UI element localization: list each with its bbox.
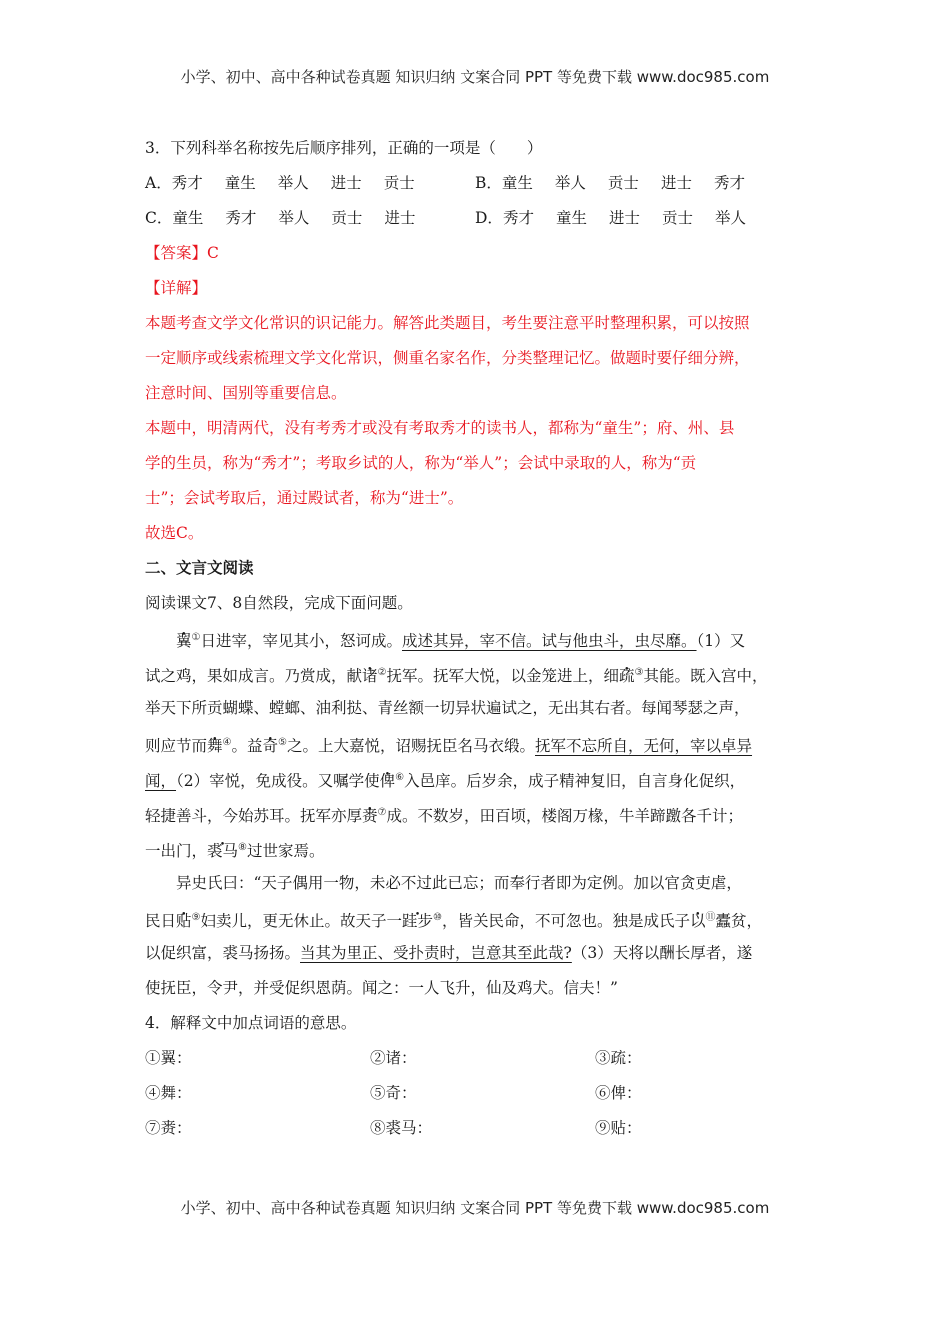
passage-line: 轻捷善斗，今始苏耳。抚军亦厚赉⑦成。不数岁，田百顷，楼阁万椽，牛羊蹄躈各千计； xyxy=(145,807,744,825)
explanation-line: 学的生员，称为“秀才”；考取乡试的人，称为“举人”；会试中录取的人，称为“贡 xyxy=(145,454,697,472)
detail-tag: 【详解】 xyxy=(145,279,208,297)
explanation-line: 本题考查文学文化常识的识记能力。解答此类题目，考生要注意平时整理积累，可以按照 xyxy=(145,314,750,332)
option-b: B．童生 举人 贡士 进士 秀才 xyxy=(475,174,745,192)
q4-item: ⑥俾： xyxy=(595,1084,642,1102)
passage-line: 翼①日进宰，宰见其小，怒诃成。成述其异，宰不信。试与他虫斗，虫尽靡。（1）又 xyxy=(176,632,746,650)
question-4-stem: 4．解释文中加点词语的意思。 xyxy=(145,1014,357,1032)
conclusion-line: 故选C。 xyxy=(145,524,204,542)
options-row-ab xyxy=(145,170,810,205)
explanation-line: 注意时间、国别等重要信息。 xyxy=(145,384,347,402)
passage-line: 民日贴⑨妇卖儿，更无休止。故天子一跬步⑩，皆关民命，不可忽也。独是成氏子以⑪蠹贫， xyxy=(145,912,763,930)
explanation-line: 本题中，明清两代，没有考秀才或没有考取秀才的读书人，都称为“童生”；府、州、县 xyxy=(145,419,735,437)
option-c: C．童生 秀才 举人 贡士 进士 xyxy=(145,209,416,227)
footer-banner: 小学、初中、高中各种试卷真题 知识归纳 文案合同 PPT 等免费下载 www.doc985.com xyxy=(180,1199,770,1217)
passage-line: 异史氏曰：“天子偶用一物，未必不过此已忘；而奉行者即为定例。加以官贪吏虐， xyxy=(176,874,742,892)
explanation-line: 一定顺序或线索梳理文学文化常识，侧重名家名作，分类整理记忆。做题时要仔细分辨， xyxy=(145,349,750,367)
header-banner: 小学、初中、高中各种试卷真题 知识归纳 文案合同 PPT 等免费下载 www.doc985.com xyxy=(180,68,770,86)
underlined-sentence-1: 成述其异，宰不信。试与他虫斗，虫尽靡。 xyxy=(402,632,697,650)
passage-line: 一出门，裘马⑧过世家焉。 xyxy=(145,842,325,860)
q4-item: ①翼： xyxy=(145,1049,192,1067)
q4-item: ④舞： xyxy=(145,1084,192,1102)
option-d: D．秀才 童生 进士 贡士 举人 xyxy=(475,209,747,227)
document-body xyxy=(145,135,810,1150)
option-a: A．秀才 童生 举人 进士 贡士 xyxy=(145,174,415,192)
underlined-sentence-3: 当其为里正、受扑责时，岂意其至此哉? xyxy=(300,944,572,962)
q4-item: ②诸： xyxy=(370,1049,417,1067)
passage-line: 举天下所贡蝴蝶、螳螂、油利挞、青丝额一切异状遍试之，无出其右者。每闻琴瑟之声， xyxy=(145,699,750,717)
passage-line: 闻，（2）宰悦，免成役。又嘱学使俾⑥入邑庠。后岁余，成子精神复旧，自言身化促织， xyxy=(145,772,746,790)
passage-line: 以促织富，裘马扬扬。当其为里正、受扑责时，岂意其至此哉?（3）天将以酬长厚者，遂 xyxy=(145,944,753,962)
q4-item: ③疏： xyxy=(595,1049,642,1067)
passage-line: 则应节而舞④。益奇⑤之。上大嘉悦，诏赐抚臣名马衣缎。抚军不忘所自，无何，宰以卓异 xyxy=(145,737,753,755)
question-3-stem: 3．下列科举名称按先后顺序排列，正确的一项是（ ） xyxy=(145,139,543,157)
q4-item: ⑤奇： xyxy=(370,1084,417,1102)
options-row-cd xyxy=(145,205,810,240)
q4-item: ⑧裘马： xyxy=(370,1119,433,1137)
passage-line: 试之鸡，果如成言。乃赏成，献诸②抚军。抚军大悦，以金笼进上，细疏③其能。既入宫中， xyxy=(145,667,768,685)
q4-items-grid xyxy=(145,1045,810,1150)
q4-item: ⑨贴： xyxy=(595,1119,642,1137)
answer-value: C xyxy=(207,244,219,262)
explanation-line: 士”；会试考取后，通过殿试者，称为“进士”。 xyxy=(145,489,464,507)
section-2-title: 二、文言文阅读 xyxy=(145,559,254,577)
underlined-sentence-2: 抚军不忘所自，无何，宰以卓异 xyxy=(535,737,753,755)
q4-item: ⑦赉： xyxy=(145,1119,192,1137)
section-2-instruction: 阅读课文7、8自然段，完成下面问题。 xyxy=(145,594,413,612)
passage-line: 使抚臣，令尹，并受促织恩荫。闻之：一人飞升，仙及鸡犬。信夫！” xyxy=(145,979,618,997)
answer-tag: 【答案】 xyxy=(145,244,208,262)
answer-line xyxy=(145,240,810,275)
